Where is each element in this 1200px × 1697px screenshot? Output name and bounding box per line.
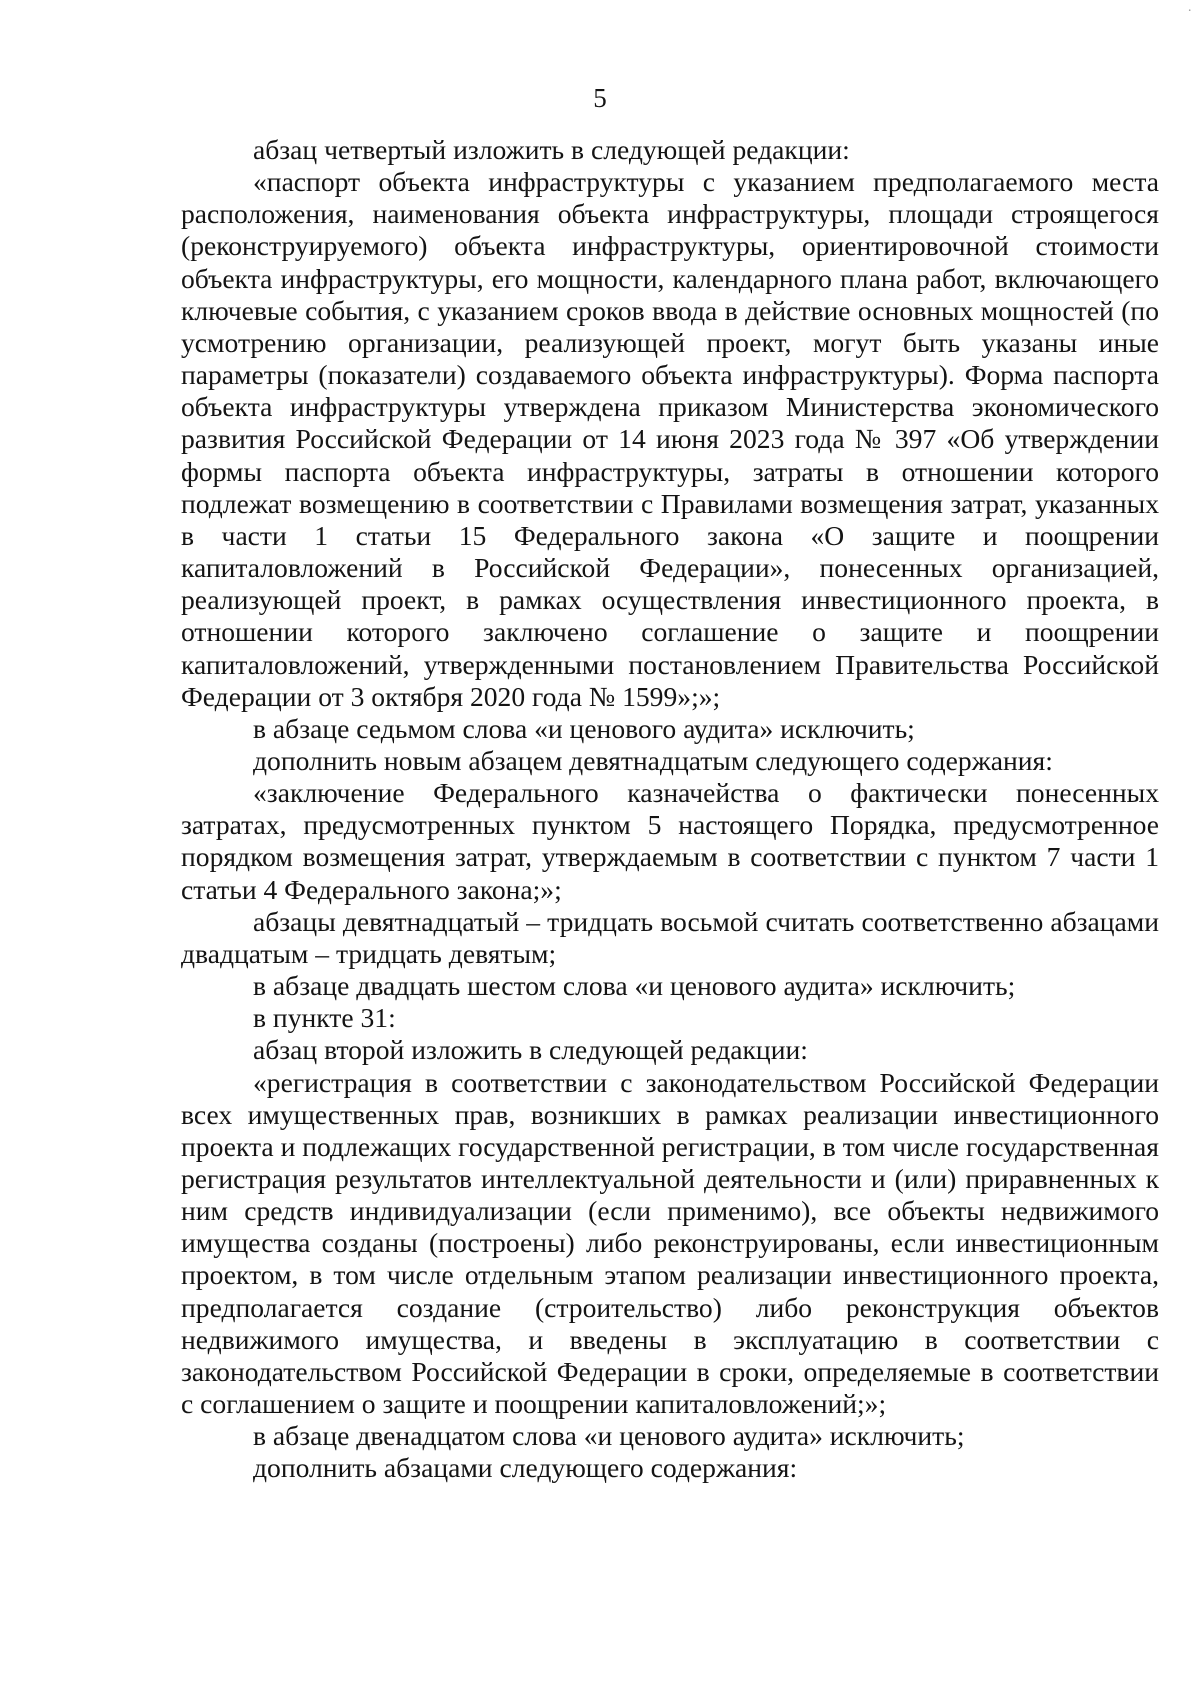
paragraph-11: в абзаце двенадцатом слова «и ценового аудита» исключить;	[253, 1420, 965, 1452]
document-body	[181, 134, 1159, 1485]
scan-corner-mark: ·	[1187, 4, 1192, 19]
paragraph-8: в пункте 31:	[253, 1002, 396, 1034]
paragraph-1: абзац четвертый изложить в следующей редакции:	[253, 134, 850, 165]
paragraph-6: абзацы девятнадцатый – тридцать восьмой считать соответственно абзацами двадцатым – тридцать девятым;	[181, 905, 1159, 969]
paragraph-9: абзац второй изложить в следующей редакции:	[253, 1034, 808, 1066]
paragraph-7: в абзаце двадцать шестом слова «и ценового аудита» исключить;	[253, 970, 1016, 1002]
paragraph-10: «регистрация в соответствии с законодательством Российской Федерации всех имущественных прав, возникших в рамках реализации инвестиционного проекта и подлежащих государственной регистрации, в том числе государственная регистрация результатов интеллектуальной деятельности и (или) приравненных к ним средств индивидуализации (если применимо), все объекты недвижимого имущества созданы (построены) либо реконструированы, если инвестиционным проектом, в том числе отдельным этапом реализации инвестиционного проекта, предполагается создание (строительство) либо реконструкция объектов недвижимого имущества, и введены в эксплуатацию в соответствии с законодательством Российской Федерации в сроки, определяемые в соответствии с соглашением о защите и поощрении капиталовложений;»;	[181, 1066, 1159, 1420]
paragraph-2: «паспорт объекта инфраструктуры с указанием предполагаемого места расположения, наименования объекта инфраструктуры, площади строящегося (реконструируемого) объекта инфраструктуры, ориентировочной стоимости объекта инфраструктуры, его мощности, календарного плана работ, включающего ключевые события, с указанием сроков ввода в действие основных мощностей (по усмотрению организации, реализующей проект, могут быть указаны иные параметры (показатели) создаваемого объекта инфраструктуры). Форма паспорта объекта инфраструктуры утверждена приказом Министерства экономического развития Российской Федерации от 14 июня 2023 года № 397 «Об утверждении формы паспорта объекта инфраструктуры, затраты в отношении которого подлежат возмещению в соответствии с Правилами возмещения затрат, указанных в части 1 статьи 15 Федерального закона «О защите и поощрении капиталовложений в Российской Федерации», понесенных организацией, реализующей проект, в рамках осуществления инвестиционного проекта, в отношении которого заключено соглашение о защите и поощрении капиталовложений, утвержденными постановлением Правительства Российской Федерации от 3 октября 2020 года № 1599»;»;	[181, 166, 1159, 712]
paragraph-12: дополнить абзацами следующего содержания:	[253, 1452, 798, 1484]
paragraph-3: в абзаце седьмом слова «и ценового аудита» исключить;	[253, 712, 915, 744]
page-number: 5	[593, 83, 607, 113]
paragraph-4: дополнить новым абзацем девятнадцатым следующего содержания:	[253, 744, 1053, 776]
paragraph-5: «заключение Федерального казначейства о фактически понесенных затратах, предусмотренных пунктом 5 настоящего Порядка, предусмотренное порядком возмещения затрат, утверждаемым в соответствии с пунктом 7 части 1 статьи 4 Федерального закона;»;	[181, 777, 1159, 905]
